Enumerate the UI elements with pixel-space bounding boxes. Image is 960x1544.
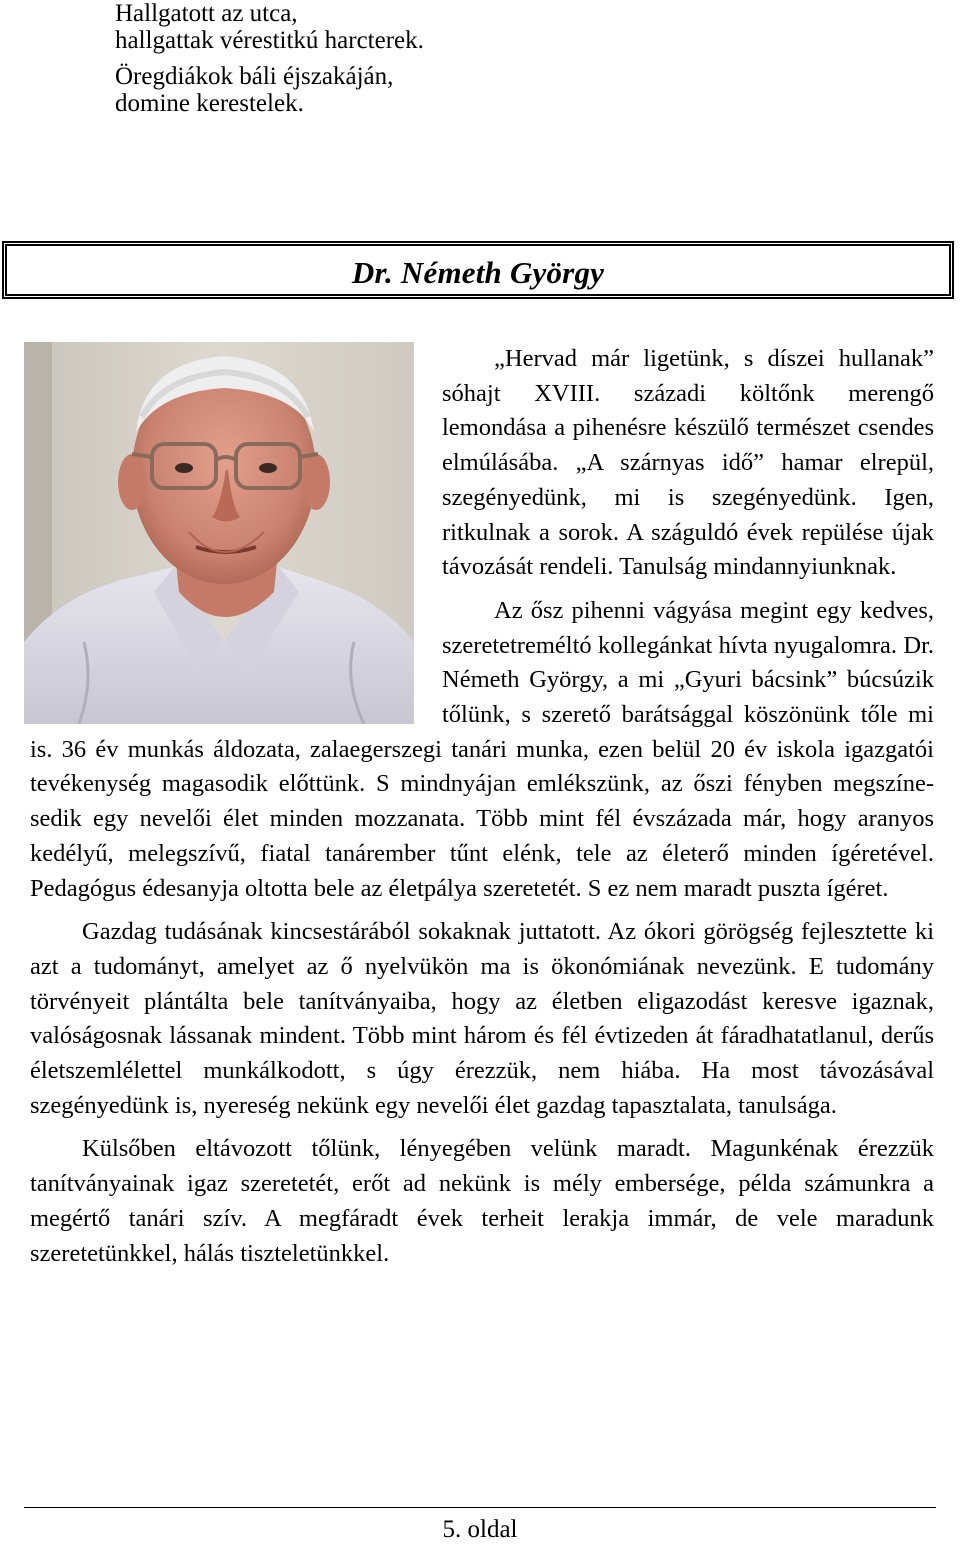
poem-line: hallgattak vérestitkú harcterek. [115, 27, 424, 54]
page-number: 5. oldal [442, 1516, 518, 1543]
poem-line: domine kerestelek. [115, 90, 304, 117]
footer-divider [24, 1507, 936, 1508]
opening-poem [115, 0, 715, 126]
article-paragraph: Külsőben eltávozott tőlünk, lényegében velünk maradt. Magunkénak érezzük tanítványainak igaz szeretetét, erőt ad nekünk is mély embersége, példa számunkra a megértő tanári szív. A megfáradt évek terheit lerakja immár, de vele maradunk szeretetünkkel, hálás tiszteletünkkel. [30, 1135, 934, 1267]
article-title: Dr. Németh György [351, 255, 605, 290]
poem-stanza [115, 0, 715, 54]
poem-stanza [115, 63, 715, 117]
photo-spacer [30, 342, 442, 720]
poem-line: Hallgatott az utca, [115, 0, 298, 27]
article-paragraph: Gazdag tudásának kincsestárából sokaknak juttatott. Az ókori görögség fejlesztette ki azt a tudományt, amelyet az ő nyelvükön ma is ökonómiának nevezünk. E tudomány törvényeit plántálta bele tanítványaiba, hogy az életben eligazodást keresve igaznak, valóságosnak lássanak mindent. Több mint három és fél évtizeden át fáradhatatlanul, derűs életszemlélettel munkálkodott, s úgy érezzük, nem hiába. Ha most távozásával szegényedünk is, nyereség nekünk egy nevelői élet gazdag tapasztalata, tanulsága. [30, 918, 934, 1119]
article-body [30, 342, 934, 1271]
article-paragraph: Az ősz pihenni vágyása megint egy kedves, szeretetreméltó kollegánkat hívta nyugalomra. Dr. Németh György, a mi „Gyuri bácsink” búcsúzik tőlünk, s szerető barátsággal köszönünk tőle mi is. 36 év munkás áldozata, zalaegerszegi tanári munka, ezen belül 20 év iskola igazgatói tevékenység magasodik előttünk. S mindnyájan emlékszünk, az őszi fényben megszínesedik egy nevelői élet minden mozzanata. Több mint fél évszázada már, hogy aranyos kedélyű, melegszívű, fiatal tanárember tűnt elénk, tele az életerő minden ígéretével. Pedagógus édesanyja oltotta bele az életpálya szeretetét. S ez nem maradt puszta ígéret. [30, 596, 934, 902]
article-paragraph: „Hervad már ligetünk, s díszei hullanak” sóhajt XVIII. századi költőnk merengő lemondása a pihenésre készülő természet csendes elmúlásába. „A szárnyas idő” hamar elrepül, szegényedünk, mi is szegényedünk. Igen, ritkulnak a sorok. A száguldó évek repülése újak távozását rendeli. Tanulság mindannyiunknak. [442, 345, 934, 581]
article-title-box [2, 241, 954, 299]
poem-line: Öregdiákok báli éjszakáján, [115, 63, 394, 90]
